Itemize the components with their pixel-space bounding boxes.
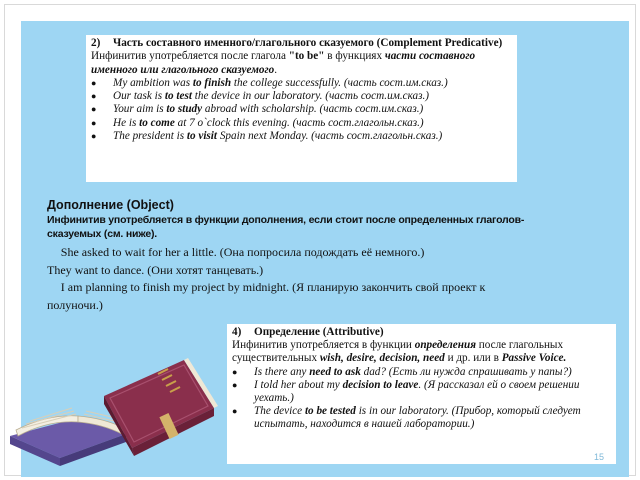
object-example-text: I am planning to finish my project by midnight. (Я планирую закончить свой проект к полуночи.)	[47, 280, 478, 312]
box1-heading	[91, 37, 513, 50]
bullet-icon: ●	[91, 117, 97, 128]
box1-intro-function: части составного именного или глагольного сказуемого	[91, 50, 476, 76]
box2-title: Определение (Attributive)	[254, 326, 384, 338]
box1-bullet: ● Your aim is to study abroad with scholarship. (часть сост.им.сказ.)	[91, 103, 424, 116]
box1-bullet: ● Our task is to test the device in our laboratory. (часть сост.им.сказ.)	[91, 90, 430, 103]
box2-bullet: ● Is there any need to ask dad? (Есть ли нужда спрашивать у папы?)	[232, 365, 572, 378]
books-illustration	[8, 318, 218, 474]
object-example-text: She asked to wait for her a little. (Она попросила подождать её немного.)	[53, 245, 417, 259]
bullet-icon	[47, 283, 55, 294]
box2-bullet: ● The device to be tested is in our laboratory. (Прибор, который следует испытать, находится в нашей лаборатории.)	[232, 405, 581, 431]
bullet-icon: ●	[232, 406, 238, 417]
object-intro: Инфинитив употребляется в функции дополнения, если стоит после определенных глаголов-сказуемых (см. ниже).	[47, 214, 525, 240]
bullet-icon	[47, 248, 55, 259]
open-book-image	[10, 408, 126, 466]
bullet-icon: ●	[232, 366, 238, 377]
box1-number: 2)	[91, 37, 101, 49]
box1-intro-text: в функциях	[324, 50, 385, 63]
object-example	[47, 262, 547, 279]
bullet-icon: ●	[91, 104, 97, 115]
box2-bullet: ● I told her about my decision to leave. (Я рассказал ей о своем решении уехать.)	[232, 378, 580, 405]
box1-bullet: ● He is to come at 7 o`clock this evening. (часть сост.глагольн.сказ.)	[91, 116, 424, 129]
box2-intro: Инфинитив употребляется в функции определения после глагольных существительных wish, desire, decision, need и др. или в Passive Voice.	[232, 339, 567, 365]
attributive-box	[227, 324, 616, 464]
complement-predicative-box	[86, 35, 517, 182]
box2-heading	[232, 326, 612, 339]
bullet-icon: ●	[91, 131, 97, 142]
box1-title: Часть составного именного/глагольного сказуемого (Complement Predicative)	[113, 37, 503, 49]
box1-intro-to-be: "to be"	[288, 50, 325, 63]
object-section	[47, 198, 547, 314]
bullet-icon: ●	[91, 77, 97, 88]
object-title: Дополнение (Object)	[47, 198, 174, 212]
object-example	[47, 279, 487, 314]
bullet-icon: ●	[232, 379, 238, 390]
object-example	[47, 244, 547, 262]
box1-bullet: ● My ambition was to finish the college successfully. (часть сост.им.сказ.)	[91, 76, 448, 89]
box1-intro-text: Инфинитив употребляется после глагола	[91, 50, 289, 63]
box1-intro	[91, 50, 513, 77]
object-example-text: They want to dance. (Они хотят танцевать.)	[47, 263, 264, 277]
bullet-icon: ●	[91, 91, 97, 102]
box2-number: 4)	[232, 326, 242, 338]
box1-bullet: ● The president is to visit Spain next Monday. (часть сост.глагольн.сказ.)	[91, 130, 443, 143]
page-number: 15	[594, 452, 605, 462]
box1-intro-text: .	[274, 63, 277, 76]
